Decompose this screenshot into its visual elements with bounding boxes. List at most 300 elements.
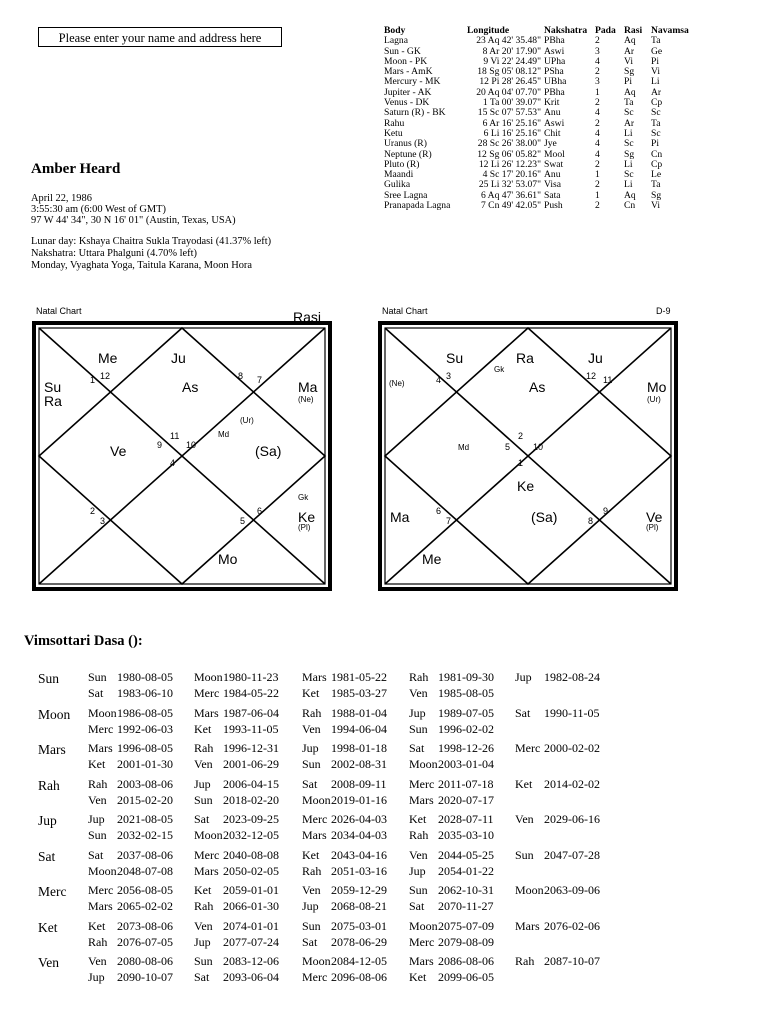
dasa-entry-date: 1981-09-30 xyxy=(438,670,494,684)
planet-table-cell: Ta xyxy=(624,97,634,109)
d9-as: As xyxy=(529,379,546,395)
planet-table-cell: 7 Cn 49' 42.05" xyxy=(480,200,541,212)
planet-table-cell: UBha xyxy=(544,76,567,88)
dasa-entry-date: 2083-12-06 xyxy=(223,954,279,968)
planet-table-cell: Visa xyxy=(544,179,562,191)
dasa-entry-date: 2051-03-16 xyxy=(331,863,387,878)
dasa-entry-planet: Moon xyxy=(409,918,438,933)
planet-table-cell: Jupiter - AK xyxy=(384,86,432,98)
birth-date: April 22, 1986 xyxy=(31,193,92,204)
planet-table-cell: 12 Pi 28' 26.45" xyxy=(479,76,541,88)
planet-table-cell: Sc xyxy=(651,127,661,139)
d9-gk: Gk xyxy=(494,365,505,374)
planet-table-cell: Pi xyxy=(651,138,660,150)
dasa-entry-planet: Ven xyxy=(515,812,534,826)
dasa-entry-date: 1990-11-05 xyxy=(544,705,600,720)
dasa-entry-planet: Moon xyxy=(302,954,331,968)
dasa-entry xyxy=(88,935,173,949)
dasa-entry xyxy=(409,864,494,878)
dasa-entry xyxy=(88,864,173,878)
dasa-entry-planet: Sun xyxy=(88,828,107,842)
dasa-entry xyxy=(88,722,173,736)
weekday-yoga: Monday, Vyaghata Yoga, Taitula Karana, Moon Hora xyxy=(31,260,252,271)
dasa-entry-date: 2001-01-30 xyxy=(117,757,173,771)
planet-table-cell: Pranapada Lagna xyxy=(384,200,451,212)
dasa-entry xyxy=(302,757,387,771)
dasa-entry-date: 1989-07-05 xyxy=(438,705,494,720)
dasa-entry-date: 2050-02-05 xyxy=(223,863,279,878)
dasa-entry-planet: Rah xyxy=(302,863,322,878)
dasa-entry xyxy=(302,706,387,720)
dasa-entry-date: 2000-02-02 xyxy=(544,741,600,755)
dasa-entry-date: 1983-06-10 xyxy=(117,686,173,700)
planet-table-cell: Li xyxy=(624,127,633,139)
dasa-entry-date: 2075-07-09 xyxy=(438,918,494,933)
dasa-entry-date: 2078-06-29 xyxy=(331,934,387,949)
planet-table-cell: Sree Lagna xyxy=(384,189,428,201)
dasa-entry-planet: Mars xyxy=(409,954,434,968)
dasa-entry-date: 2026-04-03 xyxy=(331,812,387,826)
rasi-sign-5: 3 xyxy=(100,516,106,526)
dasa-entry xyxy=(88,899,173,913)
dasa-entry-planet: Rah xyxy=(194,899,214,913)
planet-table-cell: 4 xyxy=(595,127,600,139)
dasa-entry-planet: Rah xyxy=(409,828,429,842)
planet-table-cell: UPha xyxy=(544,55,566,67)
planet-table-cell: Cp xyxy=(651,158,663,170)
dasa-entry-planet: Sat xyxy=(194,812,210,826)
dasa-title: Vimsottari Dasa (): xyxy=(24,633,143,649)
planet-table-cell: Lagna xyxy=(384,35,408,47)
planet-table-cell: Ta xyxy=(651,179,661,191)
dasa-entry-date: 2014-02-02 xyxy=(544,776,600,791)
rasi-ke: Ke xyxy=(298,509,316,525)
planet-table-cell: 8 Ar 20' 17.90" xyxy=(482,45,541,57)
planet-table-cell: Aswi xyxy=(544,117,565,129)
planet-table-cell: 25 Li 32' 53.07" xyxy=(478,179,541,191)
planet-table-cell: 3 xyxy=(595,45,600,57)
dasa-entry-date: 2090-10-07 xyxy=(117,970,173,984)
planet-table-cell: 3 xyxy=(595,76,600,88)
dasa-entry-planet: Ket xyxy=(515,776,533,791)
dasa-entry xyxy=(194,828,279,842)
rasi-chart-label: Natal Chart xyxy=(36,306,82,316)
planet-table-cell: Cp xyxy=(651,97,663,109)
dasa-entry-planet: Jup xyxy=(194,934,211,949)
dasa-entry xyxy=(302,777,387,791)
dasa-entry xyxy=(409,970,494,984)
dasa-mahadasa: Merc xyxy=(38,884,67,899)
planet-table-cell: Aq xyxy=(624,86,636,98)
dasa-entry-date: 1992-06-03 xyxy=(117,721,173,736)
dasa-entry xyxy=(302,722,387,736)
dasa-entry-date: 2065-02-02 xyxy=(117,899,173,913)
dasa-entry-date: 2040-08-08 xyxy=(223,847,279,862)
dasa-entry xyxy=(409,757,494,771)
planet-table-cell: Ta xyxy=(651,117,661,129)
planet-table-cell: Sc xyxy=(624,138,634,150)
dasa-entry xyxy=(515,848,600,862)
dasa-entry-planet: Mars xyxy=(194,705,219,720)
dasa-entry xyxy=(194,722,279,736)
dasa-entry-date: 2066-01-30 xyxy=(223,899,279,913)
dasa-entry-planet: Sun xyxy=(302,918,321,933)
birth-coords: 97 W 44' 34", 30 N 16' 01" (Austin, Texas, USA) xyxy=(31,215,236,226)
planet-table-cell: PBha xyxy=(544,35,565,47)
planet-table-cell: Chit xyxy=(544,127,561,139)
planet-table-cell: Ar xyxy=(624,117,635,129)
dasa-entry-planet: Moon xyxy=(88,705,117,720)
dasa-entry-planet: Sat xyxy=(302,776,318,791)
dasa-entry xyxy=(88,706,173,720)
dasa-entry-planet: Jup xyxy=(409,705,426,720)
rasi-sign-1: 11 xyxy=(170,431,180,441)
d9-ve: Ve xyxy=(646,509,663,525)
dasa-entry-date: 2076-02-06 xyxy=(544,918,600,933)
dasa-entry-planet: Sat xyxy=(302,934,318,949)
rasi-md: Md xyxy=(218,430,230,439)
planet-table-cell: Mars - AmK xyxy=(384,66,433,78)
planet-table-cell: 18 Sg 05' 08.12" xyxy=(477,66,541,78)
planet-table-cell: Sun - GK xyxy=(384,45,421,57)
planet-table-header-cell: Rasi xyxy=(624,25,643,36)
planet-table-cell: Mercury - MK xyxy=(384,76,441,88)
planet-table-cell: 4 xyxy=(595,55,600,67)
dasa-entry-planet: Sun xyxy=(409,883,428,897)
planet-table-cell: Vi xyxy=(651,200,661,212)
d9-sa: (Sa) xyxy=(531,509,558,525)
dasa-entry-date: 2037-08-06 xyxy=(117,847,173,862)
dasa-entry xyxy=(88,741,173,755)
planet-table-cell: 23 Aq 42' 35.48" xyxy=(476,35,541,47)
dasa-entry-date: 2043-04-16 xyxy=(331,847,387,862)
dasa-entry xyxy=(194,757,279,771)
dasa-entry xyxy=(194,883,279,897)
dasa-entry-planet: Ven xyxy=(302,721,321,736)
dasa-entry-planet: Ven xyxy=(194,757,213,771)
dasa-entry xyxy=(515,706,600,720)
rasi-ur: (Ur) xyxy=(240,416,254,425)
dasa-entry xyxy=(88,883,173,897)
dasa-entry-planet: Sat xyxy=(409,899,425,913)
dasa-entry-date: 2087-10-07 xyxy=(544,954,600,968)
dasa-entry-planet: Ket xyxy=(409,970,427,984)
dasa-entry-date: 2035-03-10 xyxy=(438,828,494,842)
dasa-entry-planet: Merc xyxy=(88,721,114,736)
dasa-entry xyxy=(88,757,173,771)
dasa-entry-planet: Moon xyxy=(302,792,331,807)
d9-chart xyxy=(376,300,681,592)
dasa-entry xyxy=(409,883,494,897)
planet-table-cell: Ar xyxy=(624,45,635,57)
d9-sign-7: 8 xyxy=(588,516,594,526)
dasa-entry xyxy=(515,670,600,684)
planet-table-cell: PBha xyxy=(544,86,565,98)
dasa-entry xyxy=(194,899,279,913)
planet-table-cell: Sg xyxy=(651,189,662,201)
dasa-entry-planet: Jup xyxy=(302,899,319,913)
dasa-entry-planet: Sun xyxy=(88,670,107,684)
planet-table-cell: Neptune (R) xyxy=(384,148,432,160)
dasa-entry-planet: Sat xyxy=(194,970,210,984)
planet-table-cell: 4 xyxy=(595,148,600,160)
d9-ne: (Ne) xyxy=(389,379,405,388)
planet-table-cell: Sc xyxy=(624,169,634,181)
dasa-entry-date: 2077-07-24 xyxy=(223,934,279,949)
dasa-entry-date: 2034-04-03 xyxy=(331,828,387,842)
dasa-entry xyxy=(194,686,279,700)
dasa-entry-planet: Sun xyxy=(194,954,213,968)
planet-table-cell: 28 Sc 26' 38.00" xyxy=(477,138,541,150)
rasi-ma: Ma xyxy=(298,379,318,395)
d9-sign-1: 2 xyxy=(518,431,524,441)
dasa-entry-planet: Jup xyxy=(88,812,105,826)
dasa-entry-planet: Rah xyxy=(409,670,429,684)
planet-table-cell: Ketu xyxy=(384,127,403,139)
planet-table-cell: 2 xyxy=(595,158,600,170)
dasa-entry xyxy=(409,670,494,684)
dasa-entry xyxy=(409,793,494,807)
d9-mo: Mo xyxy=(647,379,667,395)
dasa-entry-planet: Sat xyxy=(515,705,531,720)
dasa-mahadasa: Ven xyxy=(38,955,59,970)
dasa-entry-planet: Ket xyxy=(409,812,427,826)
dasa-entry xyxy=(194,741,279,755)
rasi-ju: Ju xyxy=(171,350,186,366)
dasa-entry xyxy=(409,741,494,755)
dasa-entry xyxy=(194,670,279,684)
planet-table-cell: 1 Ta 00' 39.07" xyxy=(482,97,541,109)
dasa-entry-date: 1996-08-05 xyxy=(117,741,173,755)
dasa-entry-date: 2086-08-06 xyxy=(438,954,494,968)
rasi-as: As xyxy=(182,379,199,395)
d9-chart-type: D-9 xyxy=(656,306,671,316)
d9-ra: Ra xyxy=(516,350,534,366)
dasa-entry-date: 2059-12-29 xyxy=(331,883,387,897)
dasa-entry-planet: Merc xyxy=(409,934,435,949)
rasi-chart-type: Rasi xyxy=(293,309,322,325)
dasa-entry xyxy=(302,883,387,897)
d9-pl: (Pl) xyxy=(646,523,659,532)
dasa-entry xyxy=(302,935,387,949)
dasa-entry-planet: Rah xyxy=(88,934,108,949)
dasa-entry xyxy=(409,706,494,720)
dasa-entry-planet: Mars xyxy=(302,670,327,684)
dasa-entry xyxy=(88,828,173,842)
dasa-entry-planet: Rah xyxy=(515,954,535,968)
planet-table-cell: Pi xyxy=(624,76,633,88)
planet-table-cell: Ta xyxy=(651,35,661,47)
planet-table-cell: Li xyxy=(651,76,660,88)
dasa-entry-date: 1996-02-02 xyxy=(438,721,494,736)
planet-table-cell: Li xyxy=(624,158,633,170)
planet-table-cell: 4 Sc 17' 20.16" xyxy=(482,169,541,181)
d9-sign-5: 6 xyxy=(436,506,442,516)
planet-table-cell: PSha xyxy=(544,66,564,78)
planet-table-cell: 15 Sc 07' 57.53" xyxy=(477,107,541,119)
planet-table-cell: Push xyxy=(544,200,563,212)
dasa-entry-planet: Rah xyxy=(194,741,214,755)
dasa-entry xyxy=(409,919,494,933)
dasa-entry-date: 2028-07-11 xyxy=(438,812,494,826)
planet-table-header-cell: Body xyxy=(384,25,406,36)
planet-table-cell: Sc xyxy=(651,107,661,119)
planet-table-cell: 2 xyxy=(595,35,600,47)
dasa-entry-planet: Merc xyxy=(302,812,328,826)
dasa-entry xyxy=(88,954,173,968)
dasa-entry-planet: Rah xyxy=(302,705,322,720)
dasa-entry-date: 2068-08-21 xyxy=(331,899,387,913)
dasa-entry xyxy=(302,670,387,684)
planet-table-cell: Jye xyxy=(544,138,557,150)
dasa-entry-date: 1988-01-04 xyxy=(331,705,387,720)
planet-table-cell: Cn xyxy=(651,148,663,160)
planet-table-cell: 1 xyxy=(595,86,600,98)
dasa-entry-planet: Merc xyxy=(194,686,220,700)
dasa-entry xyxy=(515,919,600,933)
dasa-entry-planet: Merc xyxy=(194,847,220,862)
planet-table-cell: 12 Sg 06' 05.82" xyxy=(477,148,541,160)
dasa-entry xyxy=(515,954,600,968)
rasi-sign-8: 6 xyxy=(257,506,263,516)
dasa-entry-planet: Mars xyxy=(302,828,327,842)
dasa-entry-date: 2047-07-28 xyxy=(544,847,600,862)
dasa-entry-planet: Ven xyxy=(302,883,321,897)
planet-table-cell: Moon - PK xyxy=(384,55,428,67)
dasa-entry xyxy=(194,706,279,720)
rasi-sign-3: 1 xyxy=(90,375,96,385)
dasa-entry xyxy=(194,777,279,791)
planet-table-cell: 2 xyxy=(595,97,600,109)
dasa-entry xyxy=(409,777,494,791)
dasa-entry-planet: Merc xyxy=(302,970,328,984)
dasa-entry xyxy=(515,777,600,791)
dasa-entry-date: 1994-06-04 xyxy=(331,721,387,736)
dasa-entry-date: 1982-08-24 xyxy=(544,670,600,684)
dasa-entry-planet: Mars xyxy=(515,918,540,933)
birth-time: 3:55:30 am (6:00 West of GMT) xyxy=(31,204,166,215)
dasa-entry-date: 1996-12-31 xyxy=(223,741,279,755)
dasa-entry-planet: Ven xyxy=(194,918,213,933)
dasa-entry-date: 2023-09-25 xyxy=(223,812,279,826)
d9-sign-4: 5 xyxy=(505,442,511,452)
rasi-su: Su xyxy=(44,379,62,395)
name-address-prompt[interactable]: Please enter your name and address here xyxy=(38,27,282,47)
planet-table-cell: 4 xyxy=(595,107,600,119)
dasa-entry-planet: Sat xyxy=(88,686,104,700)
dasa-entry-date: 1981-05-22 xyxy=(331,670,387,684)
dasa-entry-date: 2056-08-05 xyxy=(117,883,173,897)
planet-table-cell: 6 Li 16' 25.16" xyxy=(483,127,541,139)
dasa-entry-planet: Ket xyxy=(194,883,212,897)
d9-me: Me xyxy=(422,551,442,567)
dasa-entry xyxy=(515,741,600,755)
dasa-entry-planet: Jup xyxy=(302,741,319,755)
dasa-entry xyxy=(194,848,279,862)
dasa-entry-planet: Ven xyxy=(409,847,428,862)
planet-table-row xyxy=(384,201,694,211)
planet-table-cell: Sc xyxy=(624,107,634,119)
dasa-entry xyxy=(88,970,173,984)
dasa-entry-planet: Moon xyxy=(515,883,544,897)
dasa-mahadasa: Mars xyxy=(38,742,66,757)
planet-table-cell: Aq xyxy=(624,189,636,201)
planet-table-header-cell: Nakshatra xyxy=(544,25,588,36)
planet-table-cell: Uranus (R) xyxy=(384,138,427,150)
dasa-entry xyxy=(88,793,173,807)
d9-sign-8: 9 xyxy=(603,506,609,516)
dasa-entry-planet: Moon xyxy=(194,828,223,842)
dasa-mahadasa: Moon xyxy=(38,706,71,722)
planet-table-cell: Mool xyxy=(544,148,565,160)
d9-sign-2: 3 xyxy=(446,371,452,381)
dasa-entry-date: 2001-06-29 xyxy=(223,757,279,771)
planet-table-cell: Pluto (R) xyxy=(384,158,420,170)
planet-table-cell: Rahu xyxy=(384,117,405,129)
dasa-entry-date: 1986-08-05 xyxy=(117,705,173,720)
dasa-entry xyxy=(194,864,279,878)
dasa-mahadasa: Jup xyxy=(38,813,57,828)
planet-table-cell: Gulika xyxy=(384,179,411,191)
dasa-entry-date: 1984-05-22 xyxy=(223,686,279,700)
rasi-ve: Ve xyxy=(110,443,127,459)
dasa-entry-planet: Ket xyxy=(88,757,106,771)
planet-table-cell: Pi xyxy=(651,55,660,67)
dasa-entry-planet: Sun xyxy=(515,847,534,862)
planet-table-cell: Ar xyxy=(651,86,662,98)
planet-table-header-cell: Longitude xyxy=(467,25,510,36)
dasa-entry-date: 2008-09-11 xyxy=(331,776,387,791)
planet-table-cell: Sata xyxy=(544,189,561,201)
dasa-entry-date: 2070-11-27 xyxy=(438,899,494,913)
dasa-entry-date: 1987-06-04 xyxy=(223,705,279,720)
planet-table-cell: 2 xyxy=(595,200,600,212)
dasa-entry xyxy=(88,777,173,791)
dasa-entry-date: 2029-06-16 xyxy=(544,812,600,826)
dasa-mahadasa: Rah xyxy=(38,777,60,793)
planet-table-cell: Vi xyxy=(624,55,634,67)
dasa-entry xyxy=(409,899,494,913)
dasa-entry-date: 2021-08-05 xyxy=(117,812,173,826)
planet-table-cell: 2 xyxy=(595,66,600,78)
dasa-entry xyxy=(194,793,279,807)
dasa-mahadasa: Ket xyxy=(38,919,58,935)
d9-sign-9: 10 xyxy=(533,442,544,452)
dasa-entry xyxy=(409,686,494,700)
planet-table-cell: Swat xyxy=(544,158,564,170)
dasa-entry-planet: Moon xyxy=(194,670,223,684)
dasa-entry-date: 2019-01-16 xyxy=(331,792,387,807)
dasa-entry xyxy=(88,919,173,933)
d9-ju: Ju xyxy=(588,350,603,366)
dasa-entry-planet: Ket xyxy=(302,686,320,700)
rasi-sign-12: 10 xyxy=(186,440,197,450)
planet-table-cell: 20 Aq 04' 07.70" xyxy=(476,86,541,98)
planet-table-cell: 9 Vi 22' 24.49" xyxy=(483,55,541,67)
planet-table-cell: Anu xyxy=(544,169,561,181)
planet-table-cell: Li xyxy=(624,179,633,191)
rasi-sign-11: 9 xyxy=(157,440,163,450)
d9-sign-12: 1 xyxy=(518,458,524,468)
dasa-entry xyxy=(409,812,494,826)
dasa-entry-date: 2073-08-06 xyxy=(117,918,173,933)
dasa-entry-date: 2080-08-06 xyxy=(117,954,173,968)
dasa-entry xyxy=(194,954,279,968)
planet-table-cell: 1 xyxy=(595,189,600,201)
dasa-entry-date: 2003-08-06 xyxy=(117,776,173,791)
rasi-me: Me xyxy=(98,350,118,366)
rasi-sign-9: 7 xyxy=(257,375,263,385)
